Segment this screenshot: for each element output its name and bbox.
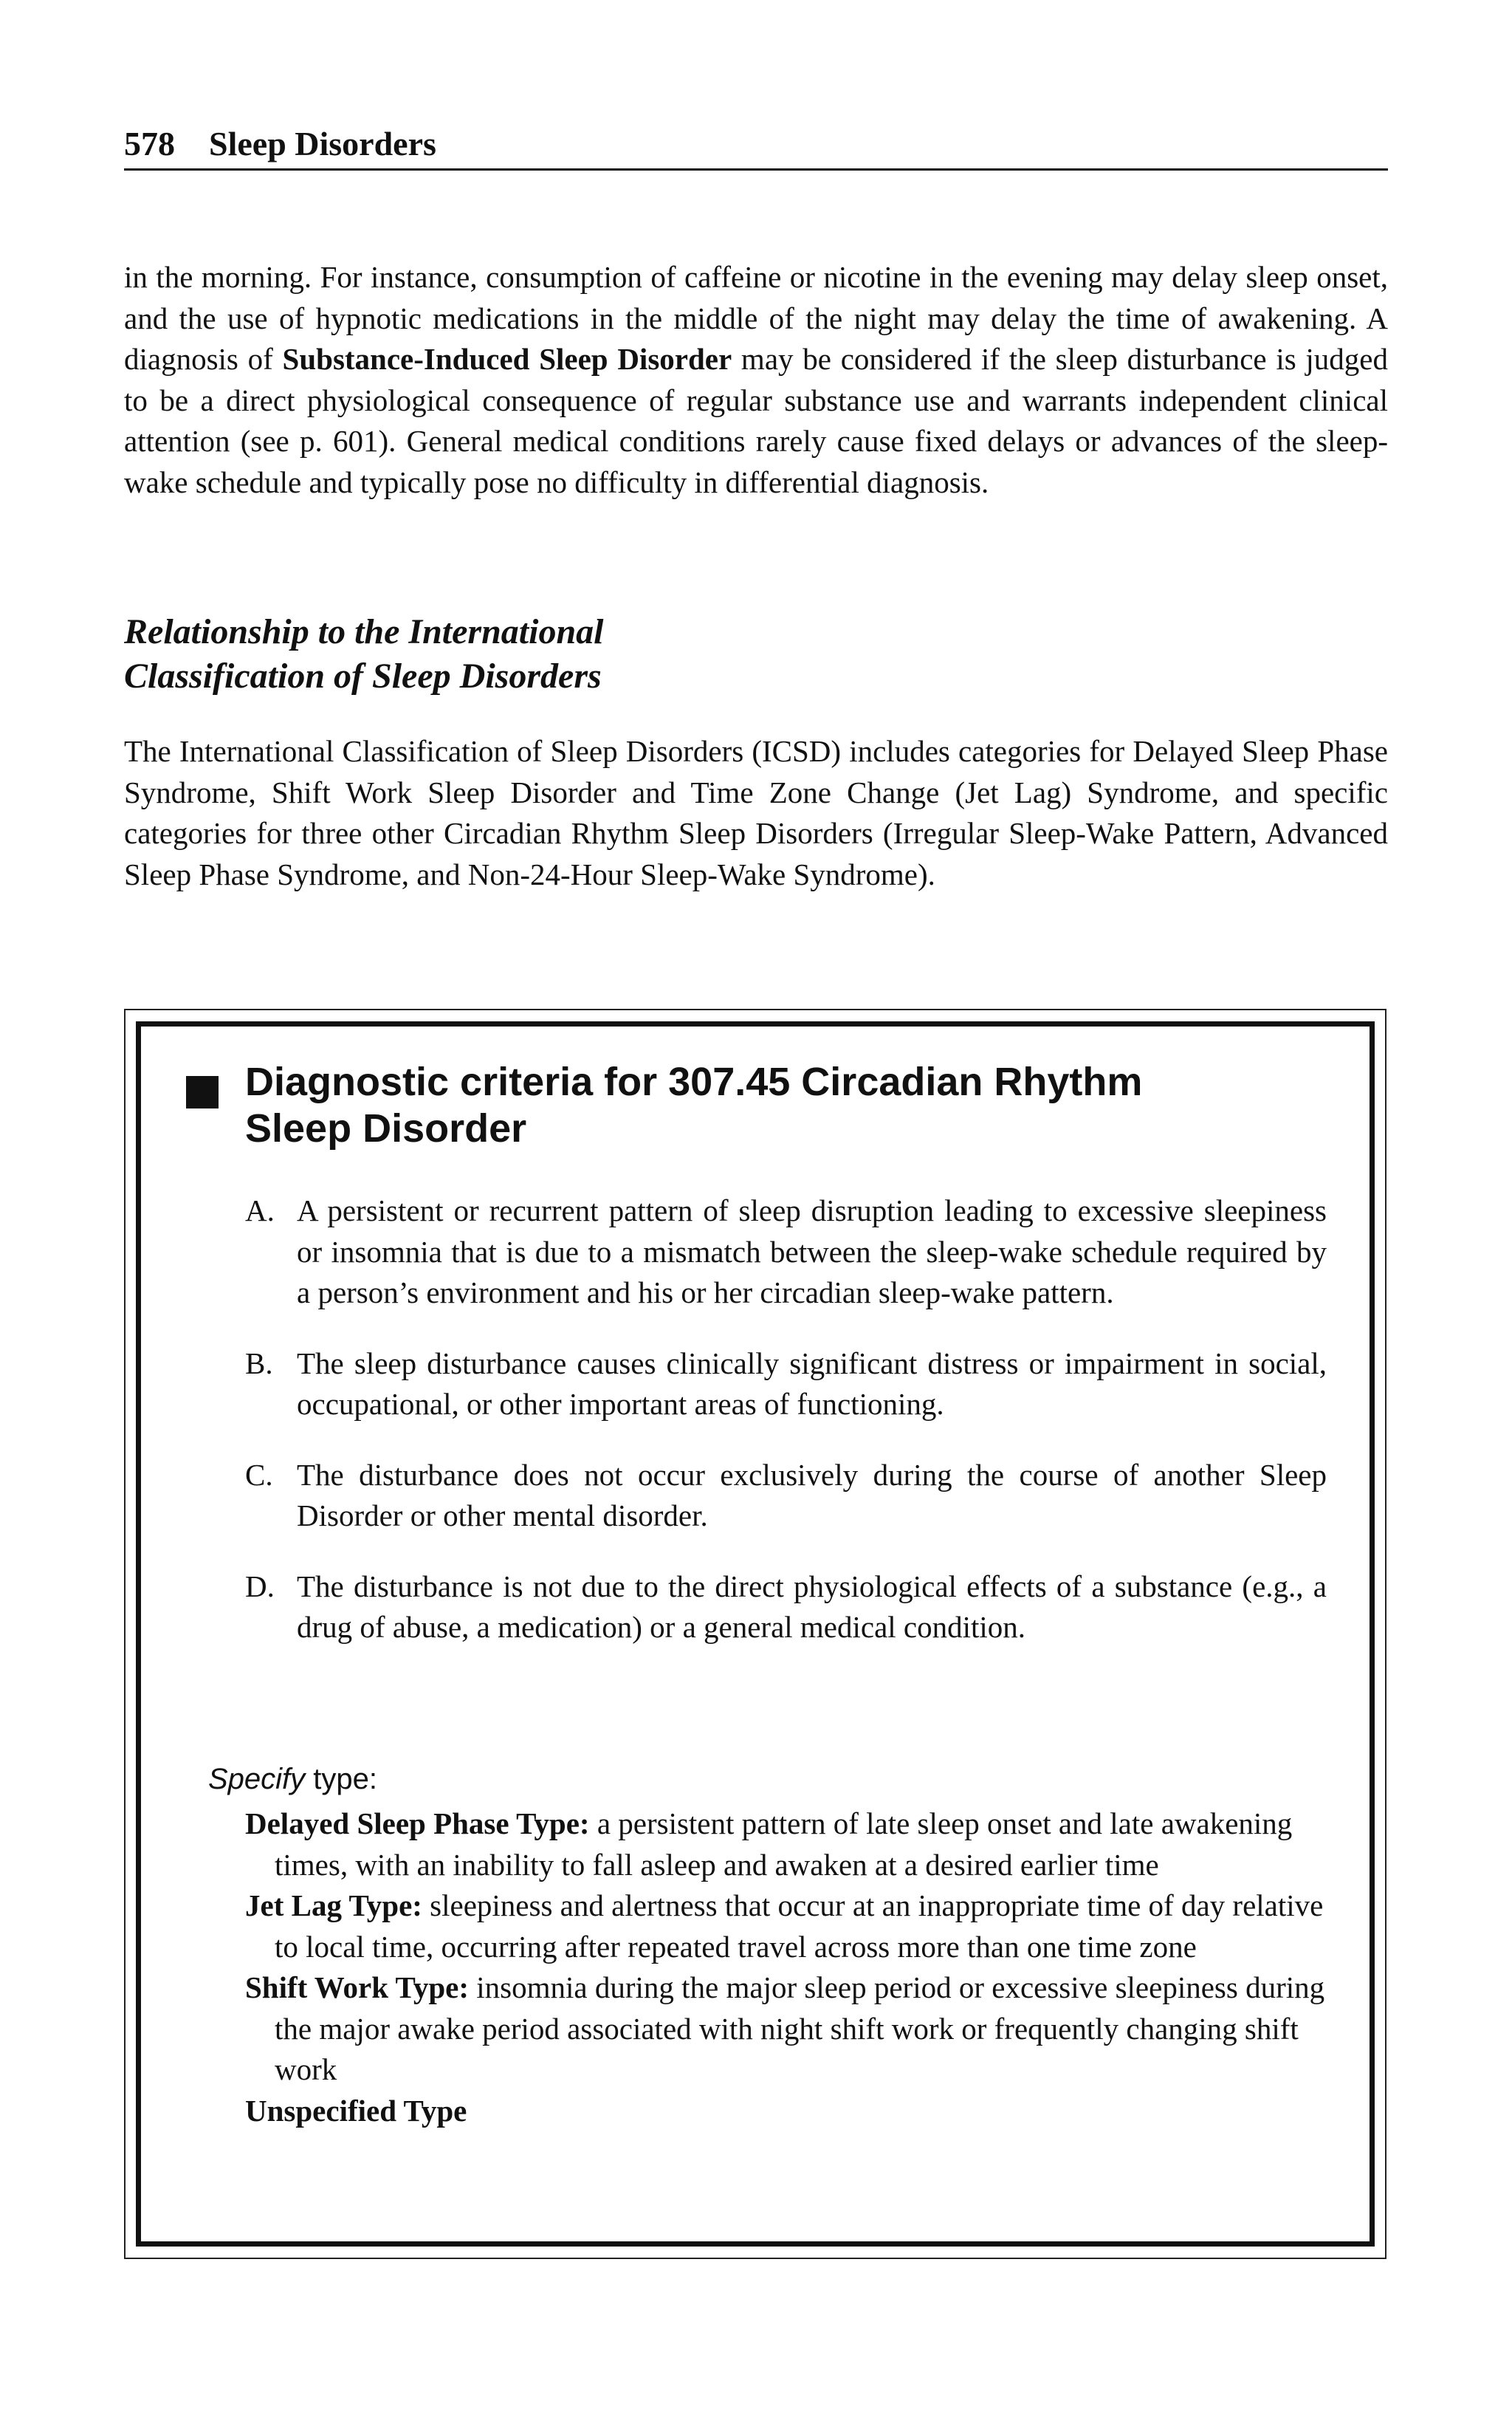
section-heading-line-2: Classification of Sleep Disorders: [124, 657, 602, 696]
running-header: [124, 114, 1388, 174]
criteria-list: [245, 1190, 1327, 1678]
subtype-name: Unspecified Type: [245, 2093, 467, 2128]
criteria-box-title: [245, 1059, 1323, 1152]
specify-word: Specify: [208, 1763, 306, 1795]
criterion-text: A persistent or recurrent pattern of sleep disruption leading to excessive sleepiness or insomnia that is due to a mismatch between the sleep-wake schedule required by a person’s environment and his or her circadian sleep-wake pattern.: [297, 1193, 1327, 1309]
subtype-unspecified: [245, 2091, 1330, 2132]
subtype-name: Jet Lag Type:: [245, 1888, 422, 1922]
header-rule: [124, 168, 1388, 171]
subtype-description: insomnia during the major sleep period or excessive sleepiness during the major awake period associated with night shift work or frequently changing shift work: [275, 1970, 1325, 2086]
intro-text-part-1: in the morning. For instance, consumption of caffeine or nicotine in the evening may delay sleep onset, and the use of hypnotic medications in the middle of the night may delay the time of awakening. A diagnosis of: [124, 260, 1388, 376]
subtype-description: a persistent pattern of late sleep onset and late awakening times, with an inability to fall asleep and awaken at a desired earlier time: [275, 1806, 1293, 1882]
subtype-jet-lag: [245, 1885, 1330, 1967]
chapter-title: Sleep Disorders: [209, 125, 436, 162]
subtype-name: Shift Work Type:: [245, 1970, 470, 2004]
criterion-text: The disturbance does not occur exclusively during the course of another Sleep Disorder or other mental disorder.: [297, 1457, 1327, 1532]
subtype-name: Delayed Sleep Phase Type:: [245, 1806, 590, 1840]
criterion-letter: C.: [245, 1457, 273, 1492]
criterion-c: [245, 1455, 1327, 1537]
section-paragraph: The International Classification of Sleep Disorders (ICSD) includes categories for Delayed Sleep Phase Syndrome, Shift Work Sleep Disorder and Time Zone Change (Jet Lag) Syndrome, and specific categories for three other Circadian Rhythm Sleep Disorders (Irregular Sleep-Wake Pattern, Advanced Sleep Phase Syndrome, and Non-24-Hour Sleep-Wake Syndrome).: [124, 734, 1388, 891]
subtype-description: sleepiness and alertness that occur at an inappropriate time of day relative to local time, occurring after repeated travel across more than one time zone: [275, 1888, 1324, 1964]
square-bullet-icon: [186, 1076, 219, 1108]
page-number: 578: [124, 125, 175, 162]
specify-rest: type:: [305, 1763, 378, 1795]
criterion-text: The disturbance is not due to the direct physiological effects of a substance (e.g., a drug of abuse, a medication) or a general medical condition.: [297, 1569, 1327, 1644]
subtype-list: [245, 1803, 1330, 2131]
criteria-title-line-2: Sleep Disorder: [245, 1106, 527, 1151]
criterion-d: [245, 1566, 1327, 1648]
criterion-a: [245, 1190, 1327, 1314]
criterion-text: The sleep disturbance causes clinically significant distress or impairment in social, occupational, or other important areas of functioning.: [297, 1346, 1327, 1421]
section-heading-line-1: Relationship to the International: [124, 612, 604, 651]
criterion-letter: D.: [245, 1569, 275, 1603]
intro-paragraph: [124, 257, 1388, 503]
subtype-delayed-sleep-phase: [245, 1803, 1330, 1885]
criterion-letter: B.: [245, 1346, 273, 1380]
intro-text-part-2: may be considered if the sleep disturbance is judged to be a direct physiological consequence of regular substance use and warrants independent clinical attention (see p. 601). General medical conditions rarely cause fixed delays or advances of the sleep-wake schedule and typically pose no difficulty in differential diagnosis.: [124, 342, 1389, 499]
criteria-title-line-1: Diagnostic criteria for 307.45 Circadian Rhythm: [245, 1060, 1143, 1104]
criterion-letter: A.: [245, 1193, 275, 1227]
intro-bold-term: Substance-Induced Sleep Disorder: [282, 342, 732, 376]
subtype-shift-work: [245, 1967, 1330, 2091]
criterion-b: [245, 1343, 1327, 1425]
specify-type-label: [208, 1759, 377, 1800]
section-heading: [124, 610, 1388, 699]
